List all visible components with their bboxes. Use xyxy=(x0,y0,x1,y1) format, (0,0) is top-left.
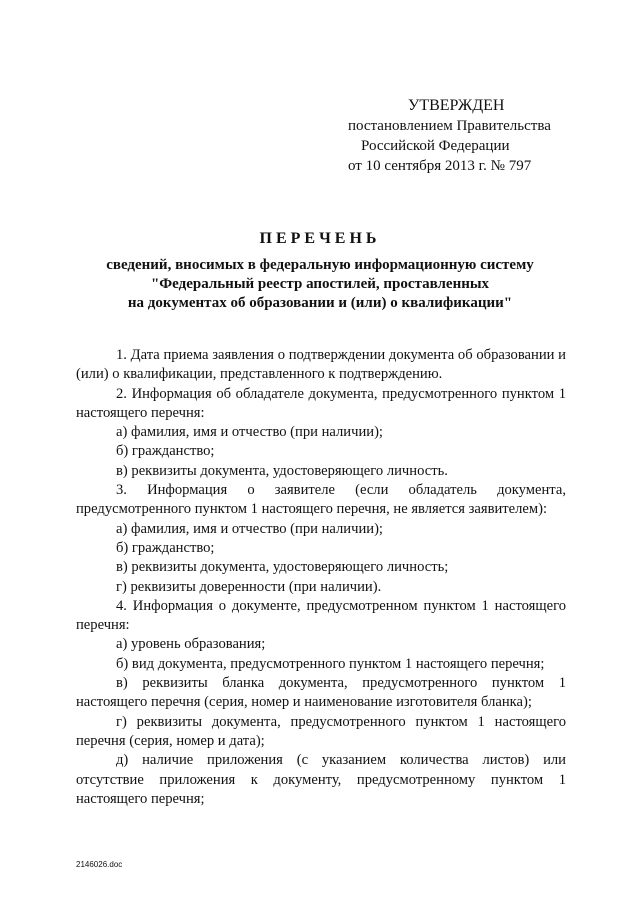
document-subtitle xyxy=(90,256,550,313)
section-2-item-b: б) гражданство; xyxy=(116,443,215,460)
section-2-item-a: а) фамилия, имя и отчество (при наличии); xyxy=(116,424,383,441)
subtitle-line-2: "Федеральный реестр апостилей, проставленных xyxy=(150,276,490,292)
section-3-item-a: а) фамилия, имя и отчество (при наличии); xyxy=(116,520,383,537)
section-3: 3. Информация о заявителе (если обладатель документа, предусмотренного пунктом 1 настоящего перечня, не является заявителем): xyxy=(76,482,566,518)
approval-line-3: от 10 сентября 2013 г. № 797 xyxy=(348,158,532,174)
section-4-item-d: г) реквизиты документа, предусмотренного пунктом 1 настоящего перечня (серия, номер и дата); xyxy=(76,713,566,749)
section-3-item-c: в) реквизиты документа, удостоверяющего личность; xyxy=(116,559,449,576)
section-4-item-b: б) вид документа, предусмотренного пунктом 1 настоящего перечня; xyxy=(116,655,545,672)
section-4-item-e: д) наличие приложения (с указанием количества листов) или отсутствие приложения к документу, предусмотренному пунктом 1 настоящего перечня; xyxy=(76,752,566,807)
subtitle-line-1: сведений, вносимых в федеральную информационную систему xyxy=(106,257,534,273)
section-4-item-c: в) реквизиты бланка документа, предусмотренного пунктом 1 настоящего перечня (серия, номер и наименование изготовителя бланка); xyxy=(76,675,566,711)
approval-line-1: постановлением Правительства xyxy=(348,118,551,134)
file-name-footer: 2146026.doc xyxy=(76,860,123,869)
section-4: 4. Информация о документе, предусмотренном пунктом 1 настоящего перечня: xyxy=(76,597,566,634)
document-body xyxy=(76,346,566,809)
approval-heading: УТВЕРЖДЕН xyxy=(408,97,505,114)
section-2: 2. Информация об обладателе документа, предусмотренного пунктом 1 настоящего перечня: xyxy=(76,385,566,421)
section-1: 1. Дата приема заявления о подтверждении документа об образовании и (или) о квалификации, представленного к подтверждению. xyxy=(76,347,566,383)
document-title: ПЕРЕЧЕНЬ xyxy=(259,230,381,247)
approval-block xyxy=(348,96,580,176)
subtitle-line-3: на документах об образовании и (или) о квалификации" xyxy=(127,295,513,311)
section-3-item-d: г) реквизиты доверенности (при наличии). xyxy=(116,578,382,595)
section-4-item-a: а) уровень образования; xyxy=(116,636,266,653)
section-2-item-c: в) реквизиты документа, удостоверяющего личность. xyxy=(116,462,448,479)
section-3-item-b: б) гражданство; xyxy=(116,539,215,556)
approval-line-2: Российской Федерации xyxy=(361,138,510,154)
